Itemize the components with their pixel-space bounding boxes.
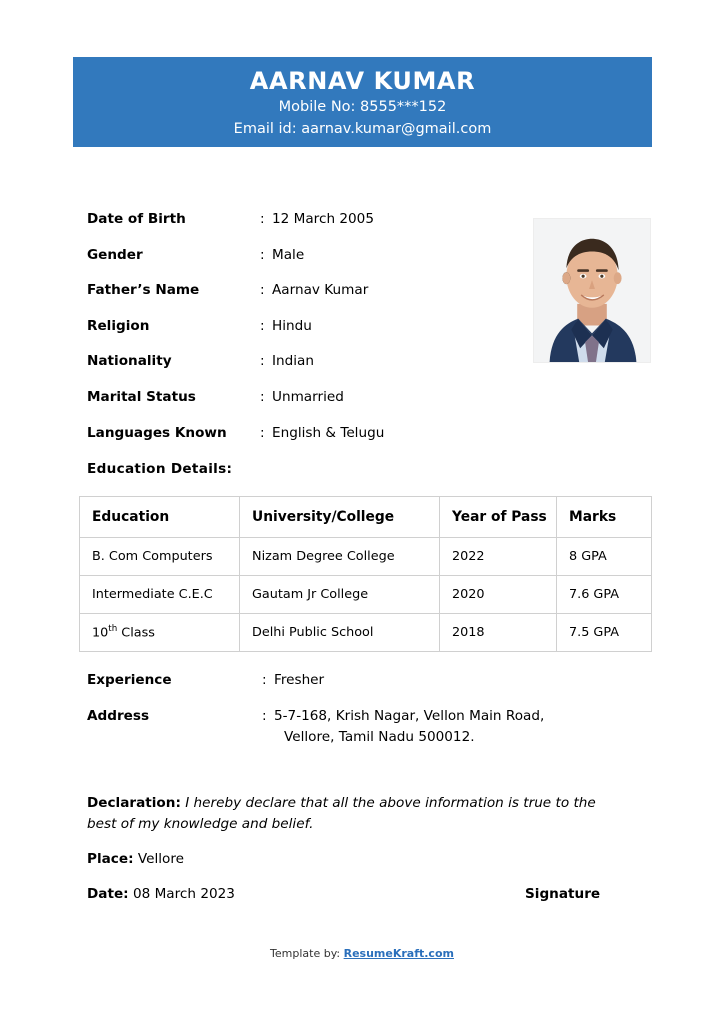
colon-separator: : [262, 708, 267, 724]
colon-separator: : [260, 211, 265, 227]
detail-label-date-of-birth: Date of Birth [87, 211, 186, 227]
detail-label-religion: Religion [87, 317, 150, 334]
declaration-text: I hereby declare that all the above information is true to the best of my knowledge and belief. [87, 795, 596, 832]
cell-marks: 8 GPA [557, 538, 652, 576]
table-row [80, 576, 652, 614]
detail-value-text: Unmarried [272, 388, 344, 405]
date-label: Date: [87, 886, 129, 902]
cell-education-ordinal: th [108, 624, 118, 635]
detail-row [87, 280, 517, 316]
detail-row [87, 316, 517, 352]
resumekraft-link[interactable]: ResumeKraft.com [343, 947, 454, 960]
column-header-marks: Marks [557, 497, 652, 538]
detail-value-text: English & Telugu [272, 424, 385, 441]
colon-separator: : [260, 282, 265, 299]
column-header-university: University/College [240, 497, 440, 538]
address-row [87, 706, 627, 748]
experience-value [262, 670, 324, 691]
detail-value-date-of-birth [260, 209, 374, 229]
place-value: Vellore [133, 851, 184, 867]
address-label: Address [87, 708, 150, 724]
detail-label-languages-known: Languages Known [87, 424, 227, 441]
detail-row [87, 387, 517, 423]
experience-value-text: Fresher [274, 672, 325, 688]
education-details-heading: Education Details: [87, 461, 233, 477]
cell-education [80, 614, 240, 652]
email-line: Email id: aarnav.kumar@gmail.com [233, 121, 492, 137]
cell-marks: 7.5 GPA [557, 614, 652, 652]
signature-label: Signature [525, 886, 601, 902]
table-row [80, 614, 652, 652]
cell-university: Delhi Public School [240, 614, 440, 652]
detail-label-fathers-name: Father’s Name [87, 282, 200, 299]
colon-separator: : [260, 317, 265, 334]
detail-value-languages-known [260, 423, 384, 443]
experience-label: Experience [87, 672, 172, 688]
cell-education-tail: Class [117, 625, 155, 641]
footer-credit [0, 947, 724, 960]
colon-separator: : [260, 246, 265, 263]
table-row [80, 538, 652, 576]
colon-separator: : [260, 388, 265, 405]
detail-row [87, 351, 517, 387]
detail-value-text: 12 March 2005 [272, 211, 374, 227]
detail-value-text: Male [272, 246, 305, 263]
footer-prefix: Template by: [270, 947, 344, 960]
cell-education: B. Com Computers [80, 538, 240, 576]
detail-label-marital-status: Marital Status [87, 388, 196, 405]
detail-label-gender: Gender [87, 246, 143, 263]
detail-value-gender [260, 245, 304, 265]
page-title: AARNAV KUMAR [249, 67, 476, 95]
detail-row [87, 245, 517, 281]
cell-education: Intermediate C.E.C [80, 576, 240, 614]
cell-university: Gautam Jr College [240, 576, 440, 614]
detail-row [87, 423, 517, 459]
table-header-row [80, 497, 652, 538]
address-line-2: Vellore, Tamil Nadu 500012. [284, 729, 475, 745]
place-row [87, 849, 184, 870]
colon-separator: : [260, 353, 265, 370]
address-value [262, 706, 544, 748]
detail-row [87, 209, 517, 245]
detail-value-fathers-name [260, 280, 368, 300]
experience-address-block [87, 670, 627, 763]
education-table [79, 496, 652, 652]
column-header-year: Year of Pass [440, 497, 557, 538]
applicant-photo [533, 218, 651, 363]
cell-year: 2022 [440, 538, 557, 576]
cell-education-number: 10 [92, 625, 109, 641]
declaration-label: Declaration: [87, 795, 181, 811]
address-line-1: 5-7-168, Krish Nagar, Vellon Main Road, [274, 708, 545, 724]
date-value: 08 March 2023 [128, 886, 235, 902]
applicant-photo-illustration [534, 219, 650, 362]
experience-row [87, 670, 627, 691]
column-header-education: Education [80, 497, 240, 538]
resume-header-band [73, 57, 652, 147]
detail-value-religion [260, 316, 312, 336]
mobile-line: Mobile No: 8555***152 [278, 99, 447, 115]
detail-value-text: Indian [272, 353, 314, 370]
colon-separator: : [260, 424, 265, 441]
cell-year: 2018 [440, 614, 557, 652]
detail-value-nationality [260, 351, 314, 371]
place-label: Place: [87, 851, 134, 867]
detail-value-text: Aarnav Kumar [272, 282, 369, 299]
detail-label-nationality: Nationality [87, 353, 172, 370]
detail-value-marital-status [260, 387, 344, 407]
personal-details-list [87, 209, 517, 458]
colon-separator: : [262, 672, 267, 688]
cell-university: Nizam Degree College [240, 538, 440, 576]
cell-marks: 7.6 GPA [557, 576, 652, 614]
date-row [87, 884, 235, 905]
declaration-block [87, 793, 627, 835]
detail-value-text: Hindu [272, 317, 312, 334]
cell-year: 2020 [440, 576, 557, 614]
